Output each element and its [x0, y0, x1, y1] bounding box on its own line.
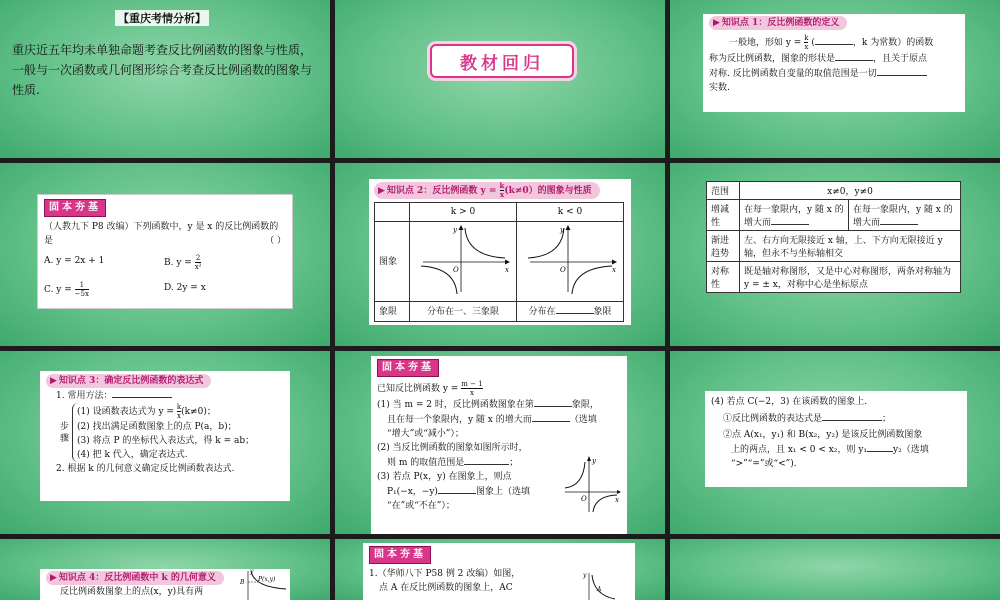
- q4-sub1: [711, 411, 961, 426]
- play-icon: ▶: [50, 376, 57, 386]
- exercise-3-card: [705, 391, 967, 487]
- option-c-frac: [75, 281, 89, 298]
- definition-text-1b: (: [811, 38, 815, 48]
- question-1: [44, 220, 286, 248]
- q1a: (1) 当 m = 2 时，反比例函数图象在第: [377, 400, 534, 410]
- exercise-card: [37, 194, 293, 309]
- x-label: x: [505, 266, 509, 274]
- expression-card: [40, 371, 290, 501]
- y-label: y: [592, 457, 596, 465]
- option-b-num: 2: [195, 254, 201, 262]
- step-1-post: (k≠0)；: [181, 407, 216, 417]
- quadrant-k-negative-post: 象限: [593, 307, 612, 317]
- x-label: x: [612, 266, 616, 274]
- option-d[interactable]: D. 2y = x: [164, 283, 206, 293]
- y-arrow: [459, 225, 464, 230]
- branch-q2: [565, 462, 585, 488]
- exam-analysis-header: 【重庆考情分析】: [115, 10, 209, 26]
- x-arrow: [617, 490, 621, 494]
- q1e: “增大”或“减小”）；: [387, 429, 464, 439]
- exercise-4-graph: [577, 569, 617, 600]
- frac-den: x: [804, 43, 809, 51]
- q3b: P₁(−x，−y): [387, 487, 438, 497]
- blank-compare[interactable]: [867, 442, 893, 452]
- definition-text-2b: ，且关于原点: [873, 54, 928, 64]
- x-arrow: [505, 260, 510, 265]
- graph-k-negative: [520, 222, 620, 296]
- properties-table: [706, 181, 961, 293]
- frac-num: k: [804, 34, 809, 42]
- blank-method[interactable]: [112, 388, 172, 398]
- blank-q2-range[interactable]: [464, 455, 509, 465]
- option-c[interactable]: [44, 281, 164, 298]
- option-b-den: x²: [194, 263, 202, 271]
- slide-exercise-continued[interactable]: [670, 351, 1000, 534]
- step-1-pre: (1) 设函数表达式为 y =: [77, 407, 174, 417]
- quadrant-k-positive: 分布在一、三象限: [410, 302, 517, 322]
- monotonic-negative-text: 在每一象限内，y 随 x 的增大而: [853, 205, 953, 228]
- branch-q4: [593, 495, 617, 512]
- option-b[interactable]: [164, 254, 201, 271]
- q4-sub1-text: ①反比例函数的表达式是: [723, 414, 823, 424]
- intro-pre: 已知反比例函数 y =: [377, 384, 459, 394]
- option-b-pre: B. y =: [164, 258, 192, 268]
- y-label: y: [250, 568, 254, 575]
- box-title: 固本夯基: [44, 199, 106, 217]
- geometric-card: [40, 569, 290, 600]
- exam-analysis-body: 重庆近五年均未单独命题考查反比例函数的图象与性质，一般与一次函数或几何图形综合考查反比例函数的图象与性质.: [12, 43, 313, 97]
- symmetry-value: 既是轴对称图形，又是中心对称图形，两条对称轴为 y = ± x，对称中心是坐标原点: [740, 262, 961, 293]
- slide-consolidate-2[interactable]: [335, 351, 665, 534]
- slide-graph-properties[interactable]: [335, 163, 665, 346]
- exercise-2-graph: [563, 454, 623, 514]
- blank-expression[interactable]: [822, 411, 882, 421]
- quadrant-k-negative-pre: 分布在: [528, 307, 556, 317]
- slide-determine-expression[interactable]: [0, 351, 330, 534]
- blank-q1-quadrant[interactable]: [534, 397, 572, 407]
- q2b: 则 m 的取值范围是: [387, 458, 465, 468]
- step-2: (2) 找出满足函数图象上的点 P(a，b)；: [77, 422, 237, 432]
- blank-quadrant[interactable]: [556, 304, 594, 314]
- slide-textbook-review[interactable]: [335, 0, 665, 158]
- hyperbola-branch-q1: [465, 228, 505, 258]
- knowledge-point-1-title: [709, 16, 847, 30]
- monotonic-label: 增减性: [707, 200, 740, 231]
- hyperbola-branch-q4: [572, 266, 612, 294]
- slide-consolidate-1[interactable]: [0, 163, 330, 346]
- option-c-num: 1: [79, 281, 85, 289]
- q4-sub2-line2: [711, 442, 961, 457]
- fraction-k-over-x: [804, 34, 808, 51]
- method-line: [46, 388, 284, 403]
- blank-domain[interactable]: [877, 66, 927, 76]
- definition-text-3: 对称. 反比例函数自变量的取值范围是一切: [709, 69, 877, 79]
- step-1: [77, 403, 254, 420]
- option-b-frac: [195, 254, 202, 271]
- answer-paren[interactable]: （ ）: [265, 236, 286, 246]
- knowledge-point-1-text: 知识点 1：反比例函数的定义: [721, 18, 840, 28]
- slide-empty[interactable]: [670, 539, 1000, 600]
- intro-frac: [461, 380, 482, 397]
- play-icon: ▶: [378, 186, 385, 196]
- hyperbola-branch-q3: [421, 266, 457, 294]
- point-b-label: B: [240, 579, 245, 586]
- graph-k-positive-cell: [410, 222, 517, 302]
- slide-properties-table[interactable]: [670, 163, 1000, 346]
- q3c: 图象上（选填: [475, 487, 530, 497]
- col-k-positive: k > 0: [410, 203, 517, 222]
- monotonic-negative: [849, 200, 961, 231]
- option-a[interactable]: A. y = 2x + 1: [44, 256, 105, 266]
- quadrant-k-negative: [517, 302, 624, 322]
- knowledge-point-4-text: 知识点 4：反比例函数中 k 的几何意义: [58, 573, 216, 583]
- slide-exam-analysis[interactable]: [0, 0, 330, 158]
- monotonic-positive: [740, 200, 849, 231]
- graph-k-positive: [413, 222, 513, 296]
- q1-line: 1.（华师八下 P58 例 2 改编）如图，: [369, 569, 521, 579]
- slide-consolidate-3[interactable]: [335, 539, 665, 600]
- origin-label: O: [453, 266, 459, 274]
- row-label-image: 图象: [375, 222, 410, 302]
- blank-monotonic-negative[interactable]: [880, 215, 918, 225]
- definition-card: [703, 14, 965, 112]
- geometric-method-line: 2. 根据 k 的几何意义确定反比例函数表达式.: [56, 464, 235, 474]
- q2-line-b: 则 m 的取值范围是 ；: [377, 455, 621, 470]
- geometric-body: 反比例函数图象上的点(x，y)具有两: [60, 587, 204, 597]
- box-title: 固本夯基: [369, 546, 431, 564]
- q1-line-a: [377, 397, 621, 412]
- kp2-title-pre: 知识点 2：反比例函数 y =: [386, 186, 497, 196]
- point-a-label: A: [597, 586, 602, 593]
- range-label: 范围: [707, 182, 740, 200]
- asymptote-value: 左、右方向无限接近 x 轴，上、下方向无限接近 y 轴，但永不与坐标轴相交: [740, 231, 961, 262]
- steps-block: [46, 403, 284, 462]
- slide-geometric-meaning[interactable]: [0, 539, 330, 600]
- branch: [592, 575, 615, 599]
- monotonic-positive-text: 在每一象限内，y 随 x 的增大而: [744, 205, 844, 228]
- intro-num: m − 1: [461, 380, 483, 388]
- q1c: 且在每一个象限内，y 随 x 的增大而: [387, 415, 532, 425]
- blank-q1-trend[interactable]: [532, 412, 570, 422]
- origin-label: O: [560, 266, 566, 274]
- step-1-num: k: [176, 403, 182, 411]
- q4-line: (4) 若点 C(−2，3) 在该函数的图象上.: [711, 397, 868, 407]
- x-arrow: [612, 260, 617, 265]
- geometric-graph: [228, 565, 288, 600]
- banner-text: 教材回归: [460, 53, 544, 74]
- play-icon: ▶: [50, 573, 57, 583]
- graph-properties-card: [369, 179, 631, 325]
- knowledge-point-3-text: 知识点 3：确定反比例函数的表达式: [58, 376, 204, 386]
- option-c-pre: C. y =: [44, 285, 72, 295]
- options-row-2: [44, 281, 286, 298]
- step-1-den: x: [176, 412, 181, 420]
- table-corner: [375, 203, 410, 222]
- point-p-label: P(x,y): [258, 576, 276, 583]
- q4-sub1-end: ；: [882, 414, 892, 424]
- q4-sub2-tail: y₂（选填: [893, 445, 929, 455]
- box-title: 固本夯基: [377, 359, 439, 377]
- play-icon: ▶: [713, 18, 720, 28]
- y-label: y: [560, 226, 564, 234]
- slide-definition[interactable]: [670, 0, 1000, 158]
- graph-table: [374, 202, 624, 322]
- q1-line-2: 点 A 在反比例函数的图象上，AC: [379, 583, 513, 593]
- steps-list: [72, 403, 254, 462]
- steps-label: 步骤: [60, 422, 70, 444]
- row-label-quadrant: 象限: [375, 302, 410, 322]
- origin-label: O: [581, 495, 587, 503]
- y-arrow: [566, 225, 571, 230]
- q4-sub2-text: 上的两点，且 x₁ < 0 < x₂，则 y₁: [731, 445, 868, 455]
- asymptote-label: 渐进趋势: [707, 231, 740, 262]
- kp2-title-post: (k≠0）的图象与性质: [504, 186, 592, 196]
- definition-text-1a: 一般地，形如 y =: [729, 38, 802, 48]
- knowledge-point-3-title: [46, 374, 211, 388]
- knowledge-point-2-title: [374, 182, 600, 199]
- question-1-text: （人教九下 P8 改编）下列函数中，y 是 x 的反比例函数的是: [44, 222, 279, 246]
- col-k-negative: k < 0: [517, 203, 624, 222]
- q3d: “在”或“不在”）；: [387, 501, 455, 511]
- intro-line: [377, 380, 621, 397]
- q2a: (2) 当反比例函数的图象如图所示时，: [377, 443, 528, 453]
- definition-text-1c: ，k 为常数）的函数: [852, 38, 934, 48]
- range-value: x≠0，y≠0: [740, 182, 961, 200]
- q4-sub2-line3: “>”“=”或“<”).: [731, 459, 797, 469]
- q1d: （选填: [569, 415, 597, 425]
- definition-line-1: [709, 34, 959, 51]
- q4-sub2-line1: ②点 A(x₁，y₁) 和 B(x₂，y₂) 是该反比例函数图象: [723, 430, 923, 440]
- options-row-1: [44, 254, 286, 271]
- hyperbola-branch-q2: [528, 228, 564, 258]
- exercise-2-card: [371, 356, 627, 534]
- exercise-4-card: [363, 543, 635, 600]
- blank-shape[interactable]: [835, 51, 873, 61]
- symmetry-label: 对称性: [707, 262, 740, 293]
- knowledge-point-4-title: [46, 571, 224, 585]
- definition-text-2: 称为反比例函数，图象的形状是: [709, 54, 836, 64]
- q1-line-b: [377, 412, 621, 427]
- step-4: (4) 把 k 代入，确定表达式.: [77, 450, 188, 460]
- q1b: 象限，: [571, 400, 599, 410]
- intro-den: x: [461, 388, 482, 397]
- x-label: x: [615, 496, 619, 504]
- textbook-review-banner: [430, 44, 574, 78]
- blank-monotonic-positive[interactable]: [771, 215, 809, 225]
- definition-line-3: [709, 66, 959, 81]
- graph-k-negative-cell: [517, 222, 624, 302]
- y-label: y: [453, 226, 457, 234]
- q3a: (3) 若点 P(x，y) 在图象上，则点: [377, 472, 512, 482]
- option-c-den: −5x: [74, 290, 89, 298]
- method-text: 1. 常用方法：: [56, 391, 113, 401]
- y-arrow: [587, 456, 591, 461]
- y-label: y: [583, 572, 587, 579]
- definition-line-4: 实数.: [709, 83, 730, 93]
- blank-q3-onoff[interactable]: [438, 484, 476, 494]
- step-3: (3) 将点 P 的坐标代入表达式，得 k = ab；: [77, 436, 255, 446]
- kp2-frac-num: k: [499, 181, 505, 190]
- definition-line-2: [709, 51, 959, 66]
- kp2-frac-den: x: [499, 190, 505, 199]
- blank-condition[interactable]: [815, 35, 853, 45]
